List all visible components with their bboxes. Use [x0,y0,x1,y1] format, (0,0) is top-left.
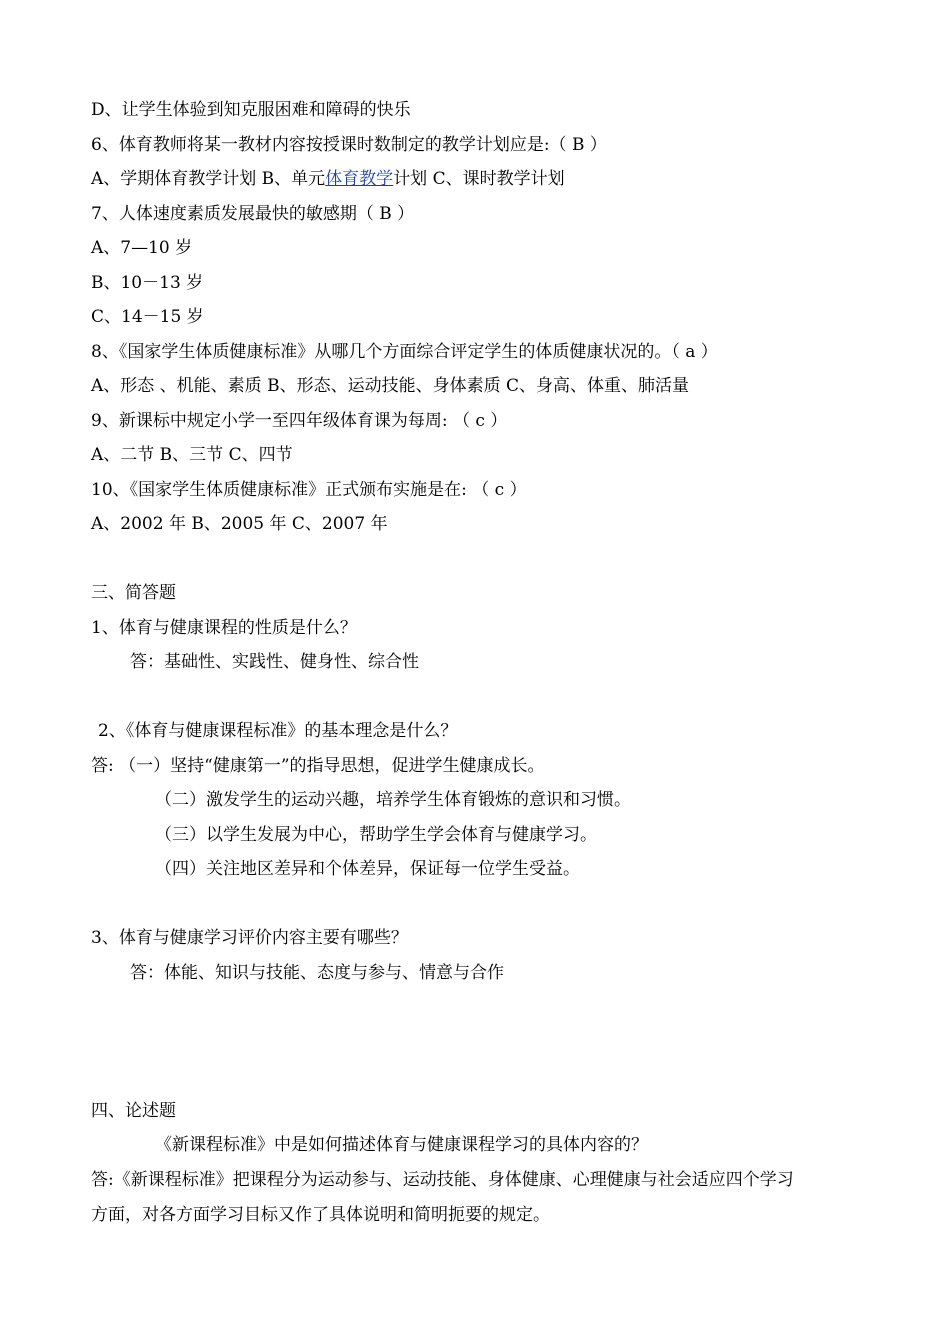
short-answer-2-line-2: （二）激发学生的运动兴趣，培养学生体育锻炼的意识和习惯。 [155,790,631,810]
question-10-options: A、2002 年 B、2005 年 C、2007 年 [91,514,388,534]
short-answer-2-line-4: （四）关注地区差异和个体差异，保证每一位学生受益。 [155,859,580,879]
short-answer-3: 答：体能、知识与技能、态度与参与、情意与合作 [130,963,504,983]
question-9: 9、新课标中规定小学一至四年级体育课为每周: （ c ） [91,411,508,431]
question-7-option-a: A、7—10 岁 [91,238,193,258]
question-7-option-b: B、10－13 岁 [91,273,204,293]
pe-teaching-link[interactable]: 体育教学 [325,169,394,189]
section-3-heading: 三、简答题 [91,583,176,603]
question-7-option-c: C、14－15 岁 [91,307,204,327]
question-9-options: A、二节 B、三节 C、四节 [91,445,293,465]
essay-answer-line-1: 答:《新课程标准》把课程分为运动参与、运动技能、身体健康、心理健康与社会适应四个学习 [91,1170,794,1190]
question-6-options-part1: A、学期体育教学计划 B、单元 [91,169,326,189]
question-8: 8、《国家学生体质健康标准》从哪几个方面综合评定学生的体质健康状况的。（ a ） [91,342,718,362]
essay-question: 《新课程标准》中是如何描述体育与健康课程学习的具体内容的？ [155,1135,648,1155]
question-6-options [91,169,565,189]
short-question-1: 1、体育与健康课程的性质是什么？ [91,618,357,638]
question-6: 6、体育教师将某一教材内容按授课时数制定的教学计划应是:（ B ） [91,135,607,155]
short-answer-2-line-3: （三）以学生发展为中心，帮助学生学会体育与健康学习。 [155,825,597,845]
essay-answer-line-2: 方面，对各方面学习目标又作了具体说明和简明扼要的规定。 [91,1205,550,1225]
question-8-options: A、形态 、机能、素质 B、形态、运动技能、身体素质 C、身高、体重、肺活量 [91,376,689,396]
question-6-options-part2: 计划 C、课时教学计划 [393,169,565,189]
question-10: 10、《国家学生体质健康标准》正式颁布实施是在: （ c ） [91,480,527,500]
option-d-line: D、让学生体验到知克服困难和障碍的快乐 [91,100,411,120]
section-4-heading: 四、论述题 [91,1101,176,1121]
short-answer-2-line-1: 答: （一）坚持“健康第一”的指导思想，促进学生健康成长。 [91,756,545,776]
question-7: 7、人体速度素质发展最快的敏感期（ B ） [91,204,415,224]
short-question-3: 3、体育与健康学习评价内容主要有哪些？ [91,928,408,948]
short-answer-1: 答：基础性、实践性、健身性、综合性 [130,652,419,672]
short-question-2: 2、《体育与健康课程标准》的基本理念是什么？ [98,721,458,741]
